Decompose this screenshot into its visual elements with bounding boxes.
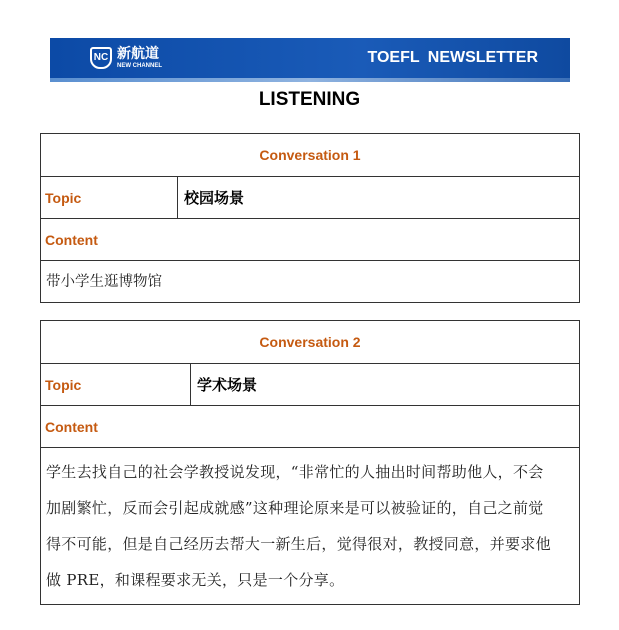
- logo-en: NEW CHANNEL: [117, 63, 162, 69]
- content-text: [41, 447, 579, 604]
- topic-label: Topic: [41, 364, 191, 405]
- conversation-1-table: [40, 133, 580, 303]
- content-label: Content: [41, 218, 579, 260]
- topic-row: [41, 176, 579, 218]
- section-title: LISTENING: [258, 89, 361, 110]
- topic-value: 学术场景: [197, 375, 258, 394]
- content-line: 得不可能，但是自己经历去帮大一新生后，觉得很对，教授同意，并要求他: [46, 535, 551, 553]
- conversation-title: Conversation 2: [259, 334, 361, 350]
- logo-text: [117, 45, 162, 71]
- content-line: 做 PRE，和课程要求无关，只是一个分享。: [46, 571, 345, 589]
- logo-cn: 新航道: [117, 45, 159, 61]
- logo: [90, 42, 162, 74]
- shield-logo-icon: NC: [90, 47, 112, 69]
- topic-value: 校园场景: [184, 188, 245, 207]
- content-line: 学生去找自己的社会学教授说发现，“非常忙的人抽出时间帮助他人，不会: [46, 463, 544, 481]
- topic-label: Topic: [41, 177, 178, 218]
- conversation-title: Conversation 1: [259, 147, 361, 163]
- conversation-2-table: [40, 320, 580, 605]
- banner-title: TOEFL NEWSLETTER: [367, 49, 538, 66]
- banner-stripe: [50, 78, 570, 82]
- newsletter-banner: [50, 38, 570, 78]
- topic-row: [41, 363, 579, 405]
- content-label: Content: [41, 405, 579, 447]
- content-text: 带小学生逛博物馆: [41, 260, 579, 302]
- content-line: 加剧繁忙，反而会引起成就感”这种理论原来是可以被验证的，自己之前觉: [46, 499, 544, 517]
